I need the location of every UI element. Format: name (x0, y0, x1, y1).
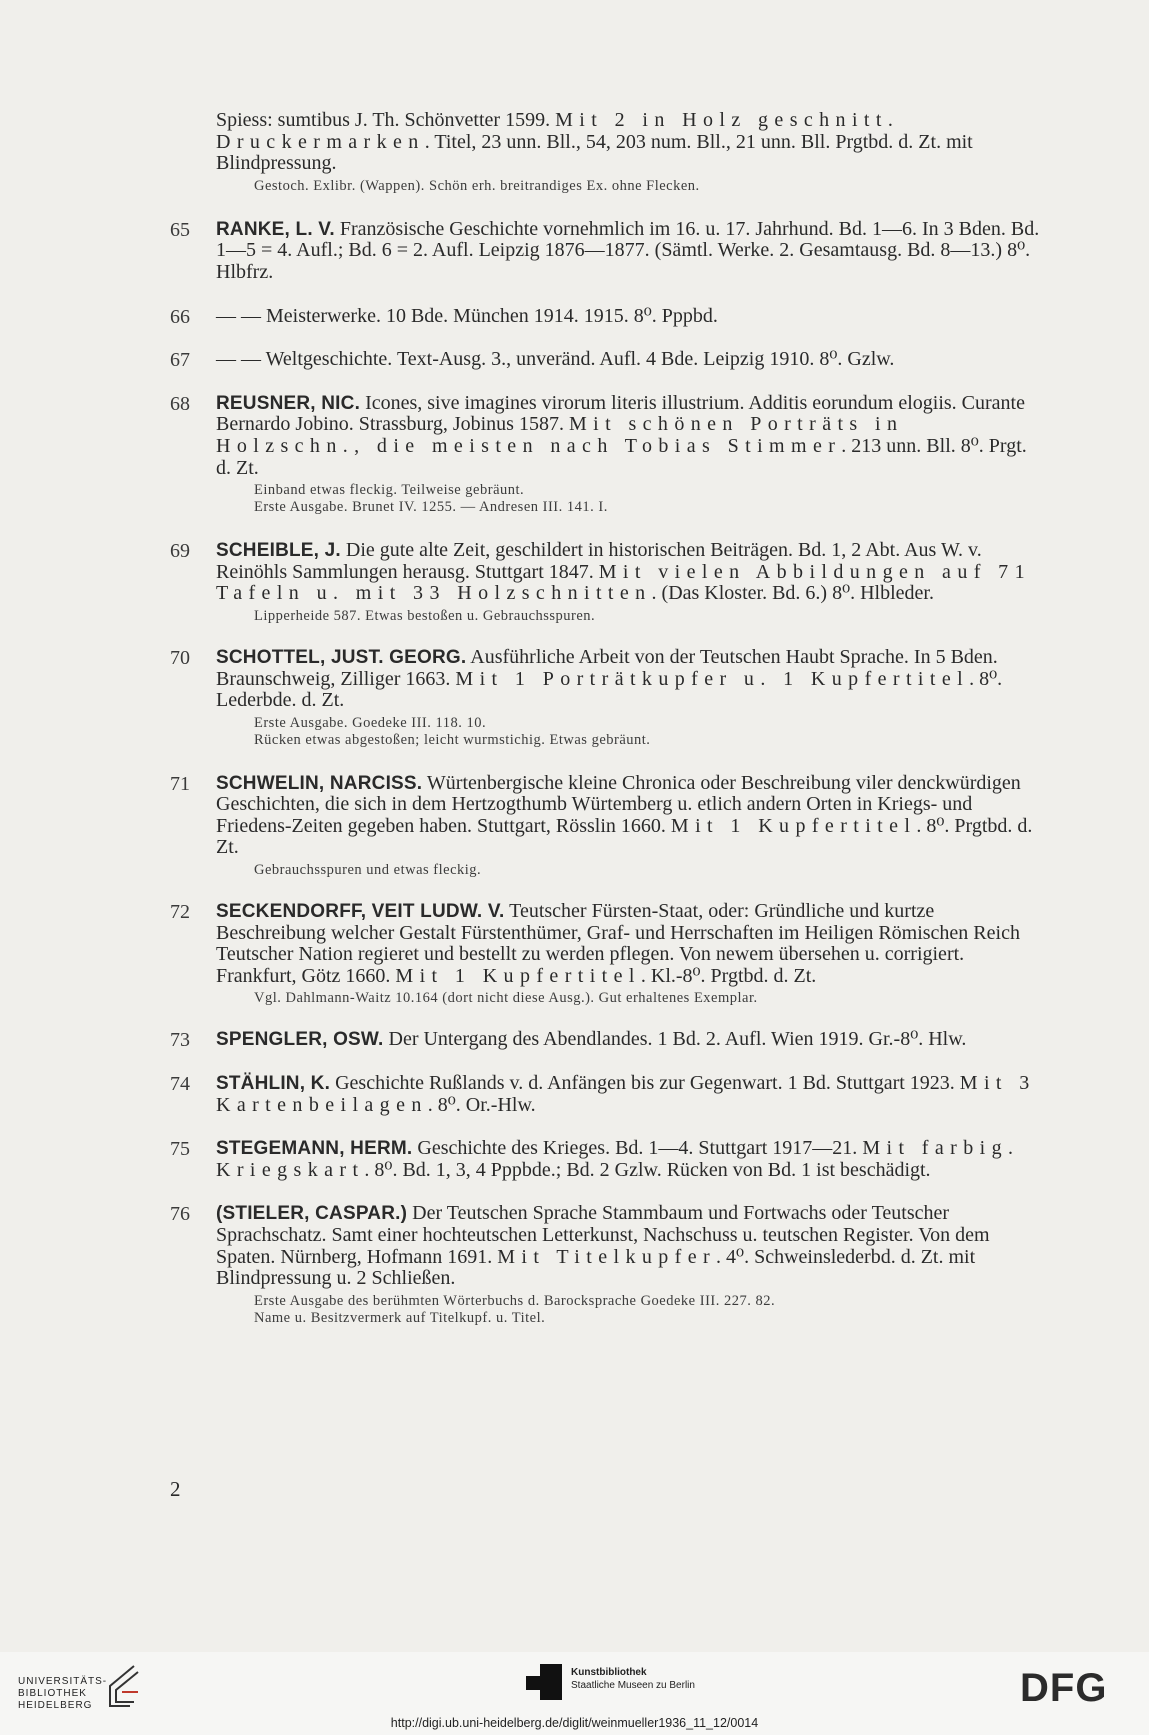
entry-number: 69 (170, 540, 190, 563)
entry-number: 67 (170, 349, 190, 372)
entry-description: . 213 unn. Bll. 8⁰. Prgt. d. Zt. (216, 434, 1027, 479)
entry-number: 65 (170, 218, 190, 241)
entry-text (216, 1138, 1040, 1181)
entry-description: Geschichte Rußlands v. d. Anfängen bis zur Gegenwart. 1 Bd. Stuttgart 1923. (330, 1072, 960, 1095)
entry-note: Gestoch. Exlibr. (Wappen). Schön erh. breitrandiges Ex. ohne Flecken. (254, 177, 700, 194)
entry-description: Teutscher Fürsten-Staat, oder: Gründliche und kurtze Beschreibung welcher Gestalt Fürstenthümer, Graf- und Herrschaften im Heiligen Römischen Reich Teutscher Nation regieret und bestellt zu werden pflegen. Von newem übersehen u. corrigiert. Frankfurt, Götz 1660. (216, 900, 1020, 987)
entry-description: Würtenbergische kleine Chronica oder Beschreibung viler denckwürdigen Geschichten, die sich in dem Hertzogthumb Würtemberg u. etlich andern Orten in Kriegs- und Friedens-Zeiten gegeben haben. Stuttgart, Rösslin 1660. (216, 771, 1021, 837)
entry-number: 74 (170, 1073, 190, 1096)
author-name: REUSNER, NIC. (216, 392, 361, 414)
entry-description: — — Meisterwerke. 10 Bde. München 1914. 1915. 8⁰. Pppbd. (216, 304, 718, 327)
entry-text (216, 1203, 1040, 1289)
entry-text (216, 773, 1040, 859)
catalog-entry (170, 349, 1040, 371)
illustration-note: Mit Titelkupfer (497, 1245, 717, 1268)
kunstbibliothek-label[interactable] (571, 1666, 695, 1692)
entry-number: 75 (170, 1138, 190, 1161)
entry-note: Name u. Besitzvermerk auf Titelkupf. u. Titel. (254, 1309, 546, 1326)
author-name: RANKE, L. V. (216, 218, 335, 240)
entry-number: 76 (170, 1203, 190, 1226)
university-line-3: HEIDELBERG (18, 1700, 93, 1711)
footer-bar (0, 1652, 1149, 1735)
entry-text (216, 110, 1040, 175)
source-url[interactable]: http://digi.ub.uni-heidelberg.de/diglit/weinmueller1936_11_12/0014 (390, 1716, 759, 1730)
author-name: SCHOTTEL, JUST. GEORG. (216, 646, 467, 668)
entry-description: . Kl.-8⁰. Prgtbd. d. Zt. (640, 964, 817, 987)
entry-text (216, 306, 1040, 328)
university-logo-icon (100, 1662, 142, 1712)
author-name: SECKENDORFF, VEIT LUDW. V. (216, 901, 505, 923)
catalog-entry (170, 1029, 1040, 1051)
entry-description: . Titel, 23 unn. Bll., 54, 203 num. Bll., 21 unn. Bll. Prgtbd. d. Zt. mit Blindpressung. (216, 130, 973, 175)
entry-text (216, 1029, 1040, 1051)
catalog-entry (170, 540, 1040, 625)
illustration-note: Mit 3 Kartenbeilagen (216, 1072, 1036, 1116)
catalog-entry (170, 393, 1040, 516)
author-name: SCHWELIN, NARCISS. (216, 772, 423, 794)
illustration-note: Mit 1 Kupfertitel (395, 964, 641, 987)
catalog-entry (170, 647, 1040, 749)
entry-description: Die gute alte Zeit, geschildert in historischen Beiträgen. Bd. 1, 2 Abt. Aus W. v. Reinöhls Sammlungen herausg. Stuttgart 1847. (216, 539, 982, 583)
entry-description: — — Weltgeschichte. Text-Ausg. 3., unveränd. Aufl. 4 Bde. Leipzig 1910. 8⁰. Gzlw. (216, 348, 895, 371)
illustration-note: Mit 2 in Holz geschnitt. Druckermarken (216, 109, 900, 153)
author-name: SPENGLER, OSW. (216, 1029, 384, 1051)
catalog-entry (170, 773, 1040, 879)
entry-description: Französische Geschichte vornehmlich im 16. u. 17. Jahrhund. Bd. 1—6. In 3 Bden. Bd. 1—5 = 4. Aufl.; Bd. 6 = 2. Aufl. Leipzig 1876—1877. (Sämtl. Werke. 2. Gesamtausg. Bd. 8—13.) 8⁰. Hlbfrz. (216, 217, 1040, 283)
kunstbibliothek-logo-icon (526, 1664, 562, 1700)
entry-number: 71 (170, 772, 190, 795)
university-line-1: UNIVERSITÄTS- (18, 1676, 108, 1687)
entry-number: 72 (170, 901, 190, 924)
entry-note: Lipperheide 587. Etwas bestoßen u. Gebrauchsspuren. (254, 607, 596, 624)
entry-description: Icones, sive imagines virorum literis illustrium. Additis eorundum elogiis. Curante Bernardo Jobino. Strassburg, Jobinus 1587. (216, 391, 1025, 436)
entry-text (216, 219, 1040, 284)
entry-description: . 8⁰. Bd. 1, 3, 4 Pppbde.; Bd. 2 Gzlw. Rücken von Bd. 1 ist beschädigt. (364, 1158, 931, 1181)
illustration-note: Mit 1 Porträtkupfer u. 1 Kupfertitel (455, 667, 970, 690)
illustration-note: Mit farbig. Kriegskart (216, 1137, 1020, 1181)
library-subtitle: Staatliche Museen zu Berlin (571, 1680, 695, 1691)
author-name: (STIELER, CASPAR.) (216, 1203, 408, 1225)
illustration-note: Mit schönen Porträts in Holzschn., die meisten nach Tobias Stimmer (216, 413, 904, 457)
catalog-entry (170, 306, 1040, 328)
catalog-entry (170, 110, 1040, 195)
entry-note: Erste Ausgabe des berühmten Wörterbuchs d. Barocksprache Goedeke III. 227. 82. (254, 1292, 776, 1309)
catalog-entry (170, 901, 1040, 1007)
entry-description: Spiess: sumtibus J. Th. Schönvetter 1599. (216, 109, 556, 131)
entry-text (216, 901, 1040, 987)
entry-text (216, 1073, 1040, 1116)
entry-text (216, 647, 1040, 712)
entry-note: Erste Ausgabe. Goedeke III. 118. 10. (254, 714, 487, 731)
library-name: Kunstbibliothek (571, 1667, 647, 1678)
author-name: STÄHLIN, K. (216, 1073, 331, 1095)
illustration-note: Mit 1 Kupfertitel (670, 814, 917, 837)
entry-text (216, 540, 1040, 605)
entry-description: Ausführliche Arbeit von der Teutschen Haubt Sprache. In 5 Bden. Braunschweig, Zilliger 1663. (216, 645, 998, 690)
entry-description: Geschichte des Krieges. Bd. 1—4. Stuttgart 1917—21. (412, 1137, 863, 1160)
entry-note: Einband etwas fleckig. Teilweise gebräunt. (254, 482, 525, 499)
author-name: STEGEMANN, HERM. (216, 1138, 413, 1160)
entry-description: . 8⁰. Lederbde. d. Zt. (216, 667, 1003, 712)
catalog-entry (170, 219, 1040, 284)
entry-description: . 8⁰. Or.-Hlw. (427, 1093, 536, 1116)
entry-description: . (Das Kloster. Bd. 6.) 8⁰. Hlbleder. (651, 582, 934, 605)
entry-note: Vgl. Dahlmann-Waitz 10.164 (dort nicht diese Ausg.). Gut erhaltenes Exemplar. (254, 990, 758, 1007)
dfg-logo[interactable]: DFG (1020, 1666, 1108, 1710)
catalog-entry (170, 1073, 1040, 1116)
author-name: SCHEIBLE, J. (216, 540, 341, 562)
entry-note: Erste Ausgabe. Brunet IV. 1255. — Andresen III. 141. I. (254, 499, 608, 516)
catalog-entries (170, 88, 1040, 1327)
catalog-entry (170, 1138, 1040, 1181)
entry-number: 73 (170, 1029, 190, 1052)
entry-number: 68 (170, 392, 190, 415)
entry-description: . 4⁰. Schweinslederbd. d. Zt. mit Blindpressung u. 2 Schließen. (216, 1245, 976, 1290)
entry-text (216, 349, 1040, 371)
university-line-2: BIBLIOTHEK (18, 1688, 87, 1699)
entry-note: Gebrauchsspuren und etwas fleckig. (254, 862, 482, 879)
entry-note: Rücken etwas abgestoßen; leicht wurmstichig. Etwas gebräunt. (254, 731, 651, 748)
catalog-entry (170, 1203, 1040, 1326)
entry-description: . 8⁰. Prgtbd. d. Zt. (216, 814, 1033, 859)
entry-number: 66 (170, 305, 190, 328)
entry-text (216, 393, 1040, 479)
illustration-note: Mit vielen Abbildungen auf 71 Tafeln u. mit 33 Holzschnitten (216, 560, 1031, 605)
page-number: 2 (170, 1477, 181, 1501)
entry-description: Der Teutschen Sprache Stammbaum und Fortwachs oder Teutscher Sprachschatz. Samt einer hochteutschen Letterkunst, Nachschuss u. teutschen Register. Von dem Spaten. Nürnberg, Hofmann 1691. (216, 1202, 990, 1268)
entry-number: 70 (170, 646, 190, 669)
entry-description: Der Untergang des Abendlandes. 1 Bd. 2. Aufl. Wien 1919. Gr.-8⁰. Hlw. (383, 1028, 967, 1051)
